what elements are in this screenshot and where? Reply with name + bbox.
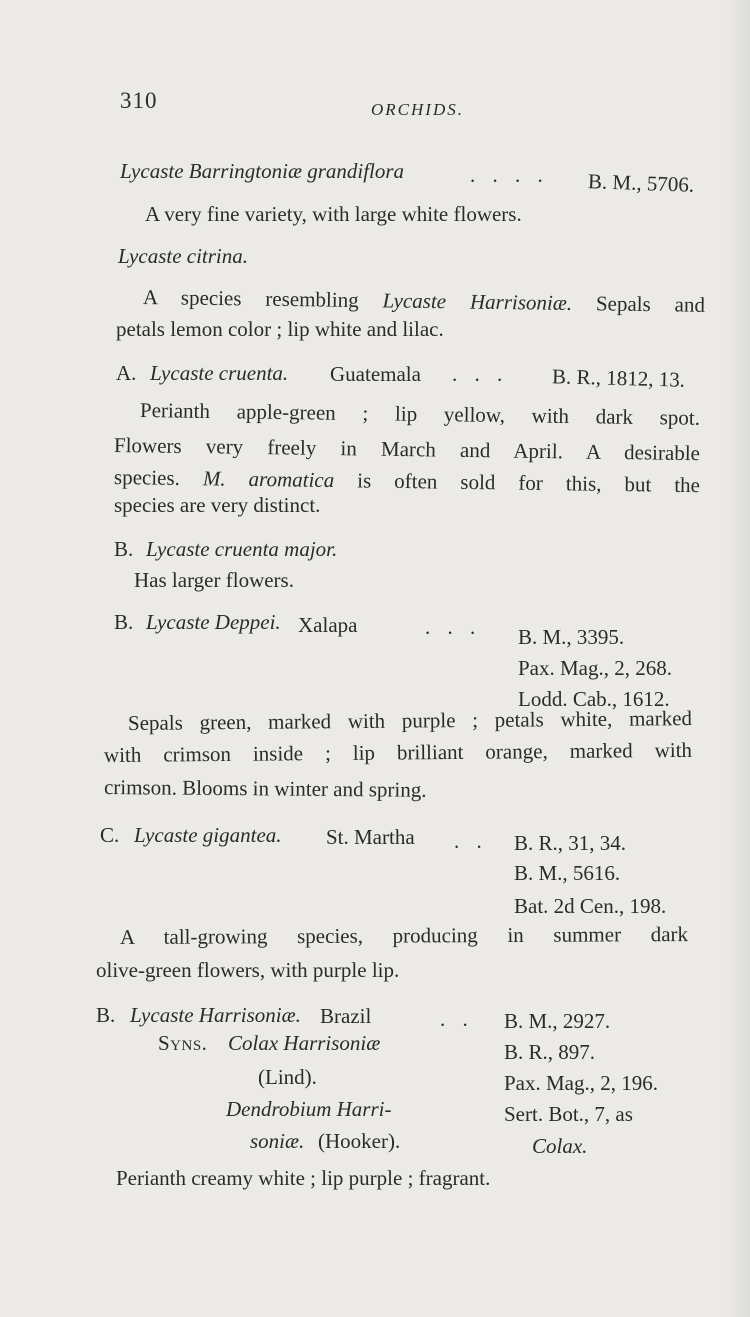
entry-description (140, 395, 700, 433)
page-spine-shadow (726, 0, 750, 1317)
entry-reference: Bat. 2d Cen., 198. (514, 894, 667, 918)
leader-dots: . . (454, 829, 488, 853)
entry-description: A very fine variety, with large white flowers. (145, 202, 522, 226)
entry-description: Has larger flowers. (134, 568, 294, 592)
desc-text: Flowers very freely in March and April. A desirable (113, 433, 701, 466)
grade-label: C. (100, 823, 120, 847)
entry-name: Lycaste Harrisoniæ. (130, 1003, 301, 1027)
running-title: ORCHIDS. (371, 100, 464, 119)
page-number: 310 (120, 88, 158, 113)
synonym-name: Colax Harrisoniæ (228, 1031, 381, 1055)
entry-name: Lycaste citrina. (118, 244, 249, 268)
grade-label: B. (114, 537, 134, 561)
entry-reference: B. R., 897. (504, 1040, 596, 1064)
synonym-name: soniæ. (250, 1129, 305, 1153)
entry-description (120, 919, 688, 952)
entry-reference: Pax. Mag., 2, 196. (504, 1071, 658, 1095)
entry-reference: B. M., 5616. (514, 861, 621, 885)
entry-reference: Colax. (532, 1134, 588, 1158)
desc-italic: Lycaste Harrisoniæ. (382, 288, 573, 315)
grade-label: B. (114, 610, 134, 634)
desc-text: A species resembling (142, 285, 359, 313)
entry-name: Lycaste Deppei. (146, 610, 281, 634)
entry-name: Lycaste cruenta. (150, 361, 289, 385)
grade-label: A. (116, 361, 137, 385)
desc-text: Perianth apple-green ; lip yellow, with dark spot. (139, 398, 701, 430)
entry-locality: Xalapa (298, 613, 358, 637)
grade-label: B. (96, 1003, 116, 1027)
synonym-author: (Lind). (258, 1065, 317, 1089)
entry-reference: Lodd. Cab., 1612. (518, 687, 670, 711)
synonym-name: Dendrobium Harri- (226, 1097, 392, 1121)
synonyms-label: Syns. (158, 1031, 208, 1055)
desc-text: A tall-growing species, producing in summer dark (119, 922, 689, 949)
entry-description (143, 282, 705, 320)
entry-locality: St. Martha (326, 825, 415, 849)
entry-name: Lycaste gigantea. (134, 823, 282, 847)
leader-dots: . . (440, 1007, 474, 1031)
entry-locality: Guatemala (330, 362, 421, 386)
entry-name: Lycaste Barringtoniæ grandiflora (120, 159, 405, 183)
entry-reference: Pax. Mag., 2, 268. (518, 656, 672, 680)
entry-reference: B. R., 1812, 13. (551, 364, 686, 392)
desc-text: Sepals green, marked with purple ; petals white, marked (127, 706, 693, 735)
leader-dots: . . . (452, 362, 509, 386)
entry-description: species are very distinct. (114, 493, 321, 517)
leader-dots: . . . . (470, 163, 549, 187)
synonym-author: (Hooker). (318, 1129, 401, 1153)
desc-italic: M. aromatica (202, 466, 335, 493)
desc-text: Sepals and (595, 291, 706, 317)
entry-description: crimson. Blooms in winter and spring. (103, 775, 427, 802)
entry-description: olive-green flowers, with purple lip. (96, 958, 400, 982)
entry-description (104, 735, 692, 770)
entry-description: Perianth creamy white ; lip purple ; fragrant. (116, 1166, 491, 1190)
entry-reference: B. M., 5706. (587, 169, 695, 197)
entry-locality: Brazil (320, 1004, 372, 1028)
desc-text: species. (113, 465, 181, 490)
entry-description: petals lemon color ; lip white and lilac. (116, 317, 444, 341)
entry-reference: B. R., 31, 34. (514, 831, 627, 855)
entry-description (128, 703, 692, 738)
entry-reference: B. M., 3395. (518, 625, 625, 649)
entry-reference: B. M., 2927. (504, 1009, 611, 1033)
entry-name: Lycaste cruenta major. (146, 537, 338, 561)
leader-dots: . . . (425, 615, 482, 639)
desc-text: with crimson inside ; lip brilliant orange, marked with (103, 737, 693, 767)
desc-text: is often sold for this, but the (357, 468, 701, 498)
entry-reference: Sert. Bot., 7, as (504, 1102, 633, 1126)
